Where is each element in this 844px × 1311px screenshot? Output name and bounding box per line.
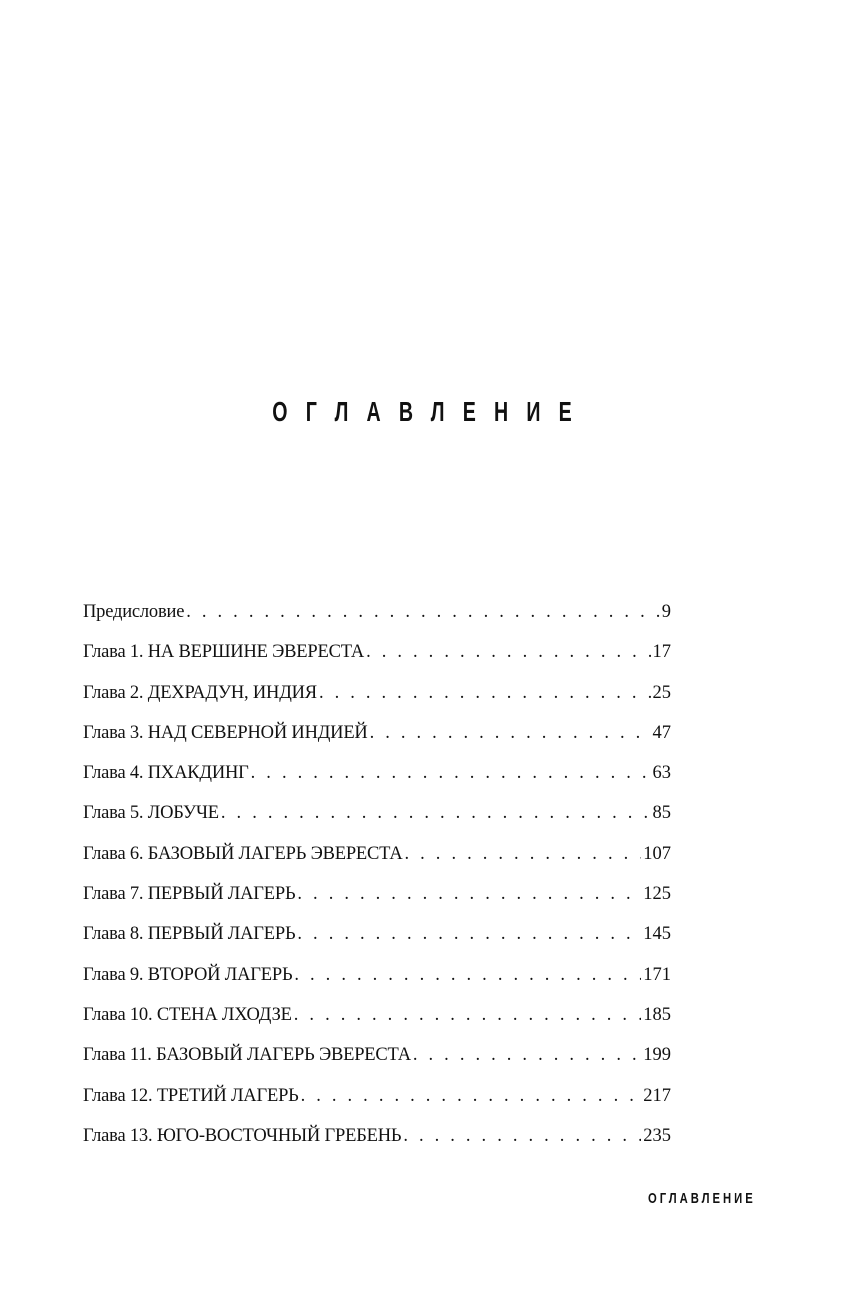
toc-entry-chapter-4[interactable]	[83, 753, 671, 793]
toc-entry-title: Глава 9. ВТОРОЙ ЛАГЕРЬ	[83, 964, 293, 985]
toc-entry-chapter-10[interactable]	[83, 995, 671, 1035]
running-footer: ОГЛАВЛЕНИЕ	[648, 1190, 756, 1207]
toc-entry-title: Глава 2. ДЕХРАДУН, ИНДИЯ	[83, 682, 317, 703]
toc-entry-page: 199	[643, 1045, 671, 1066]
dot-leader	[366, 632, 650, 672]
table-of-contents	[83, 592, 671, 1156]
toc-entry-chapter-7[interactable]	[83, 874, 671, 914]
toc-entry-chapter-1[interactable]	[83, 632, 671, 672]
dot-leader	[405, 834, 642, 874]
toc-entry-title: Глава 5. ЛОБУЧЕ	[83, 803, 219, 824]
toc-entry-preface[interactable]	[83, 592, 671, 632]
toc-entry-chapter-2[interactable]	[83, 673, 671, 713]
dot-leader	[403, 1116, 641, 1156]
dot-leader	[294, 995, 641, 1035]
toc-entry-page: 25	[652, 682, 671, 703]
toc-entry-page: 125	[643, 884, 671, 905]
toc-entry-title: Глава 8. ПЕРВЫЙ ЛАГЕРЬ	[83, 924, 296, 945]
dot-leader	[186, 592, 660, 632]
toc-entry-title: Глава 11. БАЗОВЫЙ ЛАГЕРЬ ЭВЕРЕСТА	[83, 1045, 411, 1066]
toc-entry-page: 107	[643, 843, 671, 864]
toc-entry-title: Глава 13. ЮГО-ВОСТОЧНЫЙ ГРЕБЕНЬ	[83, 1125, 402, 1146]
toc-entry-page: 235	[643, 1125, 671, 1146]
dot-leader	[413, 1035, 641, 1075]
toc-entry-title: Предисловие	[83, 602, 185, 622]
toc-entry-page: 145	[643, 924, 671, 945]
toc-entry-title: Глава 7. ПЕРВЫЙ ЛАГЕРЬ	[83, 884, 296, 905]
toc-entry-title: Глава 4. ПХАКДИНГ	[83, 763, 249, 784]
toc-entry-page: 85	[652, 803, 671, 824]
dot-leader	[319, 673, 651, 713]
dot-leader	[301, 1076, 642, 1116]
dot-leader	[370, 713, 651, 753]
toc-entry-page: 217	[643, 1085, 671, 1106]
toc-entry-chapter-8[interactable]	[83, 914, 671, 954]
toc-entry-chapter-11[interactable]	[83, 1035, 671, 1075]
dot-leader	[294, 955, 641, 995]
toc-entry-page: 63	[652, 763, 671, 784]
dot-leader	[297, 914, 641, 954]
dot-leader	[297, 874, 641, 914]
toc-entry-title: Глава 6. БАЗОВЫЙ ЛАГЕРЬ ЭВЕРЕСТА	[83, 843, 403, 864]
toc-entry-page: 9	[661, 602, 671, 622]
toc-entry-page: 47	[652, 722, 671, 743]
toc-entry-chapter-9[interactable]	[83, 955, 671, 995]
toc-entry-page: 171	[643, 964, 671, 985]
toc-entry-page: 17	[652, 642, 671, 663]
toc-entry-chapter-13[interactable]	[83, 1116, 671, 1156]
toc-entry-chapter-6[interactable]	[83, 834, 671, 874]
toc-entry-page: 185	[643, 1004, 671, 1025]
toc-entry-chapter-12[interactable]	[83, 1076, 671, 1116]
page-title: ОГЛАВЛЕНИЕ	[272, 396, 590, 427]
toc-entry-chapter-3[interactable]	[83, 713, 671, 753]
toc-entry-title: Глава 3. НАД СЕВЕРНОЙ ИНДИЕЙ	[83, 722, 368, 743]
toc-entry-title: Глава 10. СТЕНА ЛХОДЗЕ	[83, 1004, 292, 1025]
dot-leader	[251, 753, 651, 793]
toc-entry-title: Глава 12. ТРЕТИЙ ЛАГЕРЬ	[83, 1085, 299, 1106]
toc-entry-title: Глава 1. НА ВЕРШИНЕ ЭВЕРЕСТА	[83, 642, 365, 663]
dot-leader	[221, 793, 651, 833]
toc-entry-chapter-5[interactable]	[83, 793, 671, 833]
